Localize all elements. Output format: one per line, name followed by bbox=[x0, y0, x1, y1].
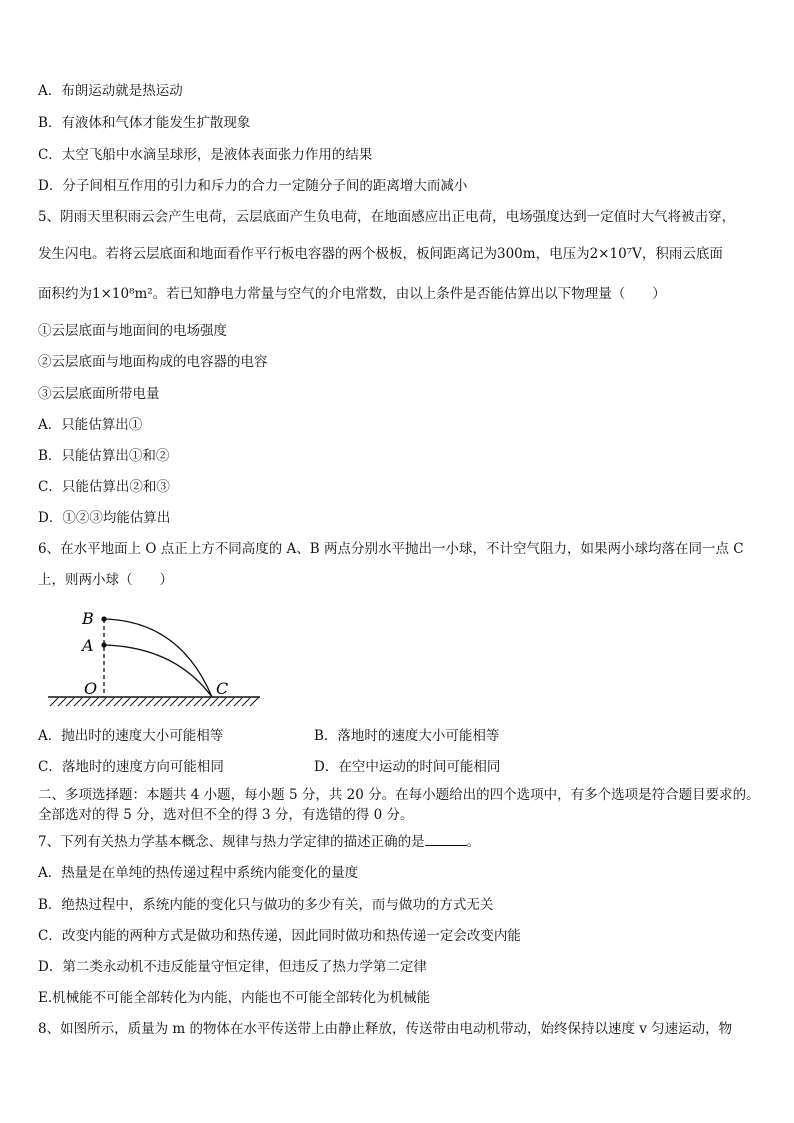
q5-option-c: C．只能估算出②和③ bbox=[38, 479, 170, 495]
q5-voltage: 2×10⁷V bbox=[589, 246, 642, 262]
label-c: C bbox=[216, 679, 229, 698]
label-b: B bbox=[82, 609, 94, 628]
answer-blank[interactable] bbox=[425, 833, 467, 846]
q6-option-c: C．落地时的速度方向可能相同 bbox=[38, 759, 224, 775]
q5-text: 发生闪电。若将云层底面和地面看作平行板电容器的两个极板，板间距离记为 bbox=[38, 246, 497, 262]
q5-option-b: B．只能估算出①和② bbox=[38, 448, 170, 464]
q4-option-a: A．布朗运动就是热运动 bbox=[38, 83, 183, 99]
q8-stem-line1: 8、如图所示，质量为 m 的物体在水平传送带上由静止释放，传送带由电动机带动，始终保持以速度 v 匀速运动，物 bbox=[38, 1021, 733, 1037]
q7-stem bbox=[38, 833, 480, 851]
q5-text: 面积约为 bbox=[38, 286, 92, 302]
q5-distance: 300m bbox=[497, 246, 536, 262]
section2-header-line2: 全部选对的得 5 分，选对但不全的得 3 分，有选错的得 0 分。 bbox=[38, 807, 414, 823]
q6-option-d: D．在空中运动的时间可能相同 bbox=[314, 759, 501, 775]
q5-area: 1×10⁸m² bbox=[92, 286, 153, 302]
section2-header-line1: 二、多项选择题：本题共 4 小题，每小题 5 分，共 20 分。在每小题给出的四个选项中，有多个选项是符合题目要求的。 bbox=[38, 787, 760, 803]
q5-item-3: ③云层底面所带电量 bbox=[38, 386, 160, 402]
q5-text: ，电压为 bbox=[535, 246, 590, 262]
q4-option-d: D．分子间相互作用的引力和斥力的合力一定随分子间的距离增大而减小 bbox=[38, 178, 468, 194]
q6-stem-line1: 6、在水平地面上 O 点正上方不同高度的 A、B 两点分别水平抛出一小球，不计空气阻力，如果两小球均落在同一点 C bbox=[38, 541, 744, 557]
q7-option-a: A．热量是在单纯的热传递过程中系统内能变化的量度 bbox=[38, 865, 359, 881]
q6-option-a: A．抛出时的速度大小可能相等 bbox=[38, 728, 224, 744]
q5-option-a: A．只能估算出① bbox=[38, 417, 143, 433]
label-o: O bbox=[84, 679, 98, 698]
ground-hatching bbox=[50, 697, 259, 706]
q7-stem-end: 。 bbox=[466, 834, 481, 850]
q5-text: ，积雨云底面 bbox=[641, 246, 723, 262]
point-b bbox=[101, 616, 106, 621]
q5-stem-line1: 5、阴雨天里积雨云会产生电荷，云层底面产生负电荷，在地面感应出正电荷，电场强度达到一定值时大气将被击穿， bbox=[38, 209, 736, 225]
q5-stem-line2 bbox=[38, 245, 723, 263]
label-a: A bbox=[82, 636, 94, 655]
q6-option-b: B．落地时的速度大小可能相等 bbox=[314, 728, 500, 744]
trajectory-a bbox=[104, 645, 212, 697]
q5-stem-line3 bbox=[38, 285, 666, 303]
q7-option-b: B．绝热过程中，系统内能的变化只与做功的多少有关，而与做功的方式无关 bbox=[38, 897, 494, 913]
q5-item-2: ②云层底面与地面构成的电容器的电容 bbox=[38, 354, 268, 370]
q4-option-b: B．有液体和气体才能发生扩散现象 bbox=[38, 115, 251, 131]
projectile-figure bbox=[40, 603, 265, 713]
q5-option-d: D．①②③均能估算出 bbox=[38, 510, 171, 526]
q5-item-1: ①云层底面与地面间的电场强度 bbox=[38, 323, 227, 339]
q7-option-d: D．第二类永动机不违反能量守恒定律，但违反了热力学第二定律 bbox=[38, 959, 427, 975]
trajectory-b bbox=[104, 619, 212, 697]
q5-text: 。若已知静电力常量与空气的介电常数，由以上条件是否能估算出以下物理量（ ） bbox=[152, 286, 666, 302]
q6-stem-line2: 上，则两小球（ ） bbox=[38, 572, 173, 588]
point-a bbox=[101, 642, 106, 647]
q7-stem-text: 7、下列有关热力学基本概念、规律与热力学定律的描述正确的是 bbox=[38, 834, 425, 850]
q7-option-e: E.机械能不可能全部转化为内能，内能也不可能全部转化为机械能 bbox=[38, 990, 431, 1006]
q7-option-c: C．改变内能的两种方式是做功和热传递，因此同时做功和热传递一定会改变内能 bbox=[38, 928, 521, 944]
q4-option-c: C．太空飞船中水滴呈球形，是液体表面张力作用的结果 bbox=[38, 147, 373, 163]
